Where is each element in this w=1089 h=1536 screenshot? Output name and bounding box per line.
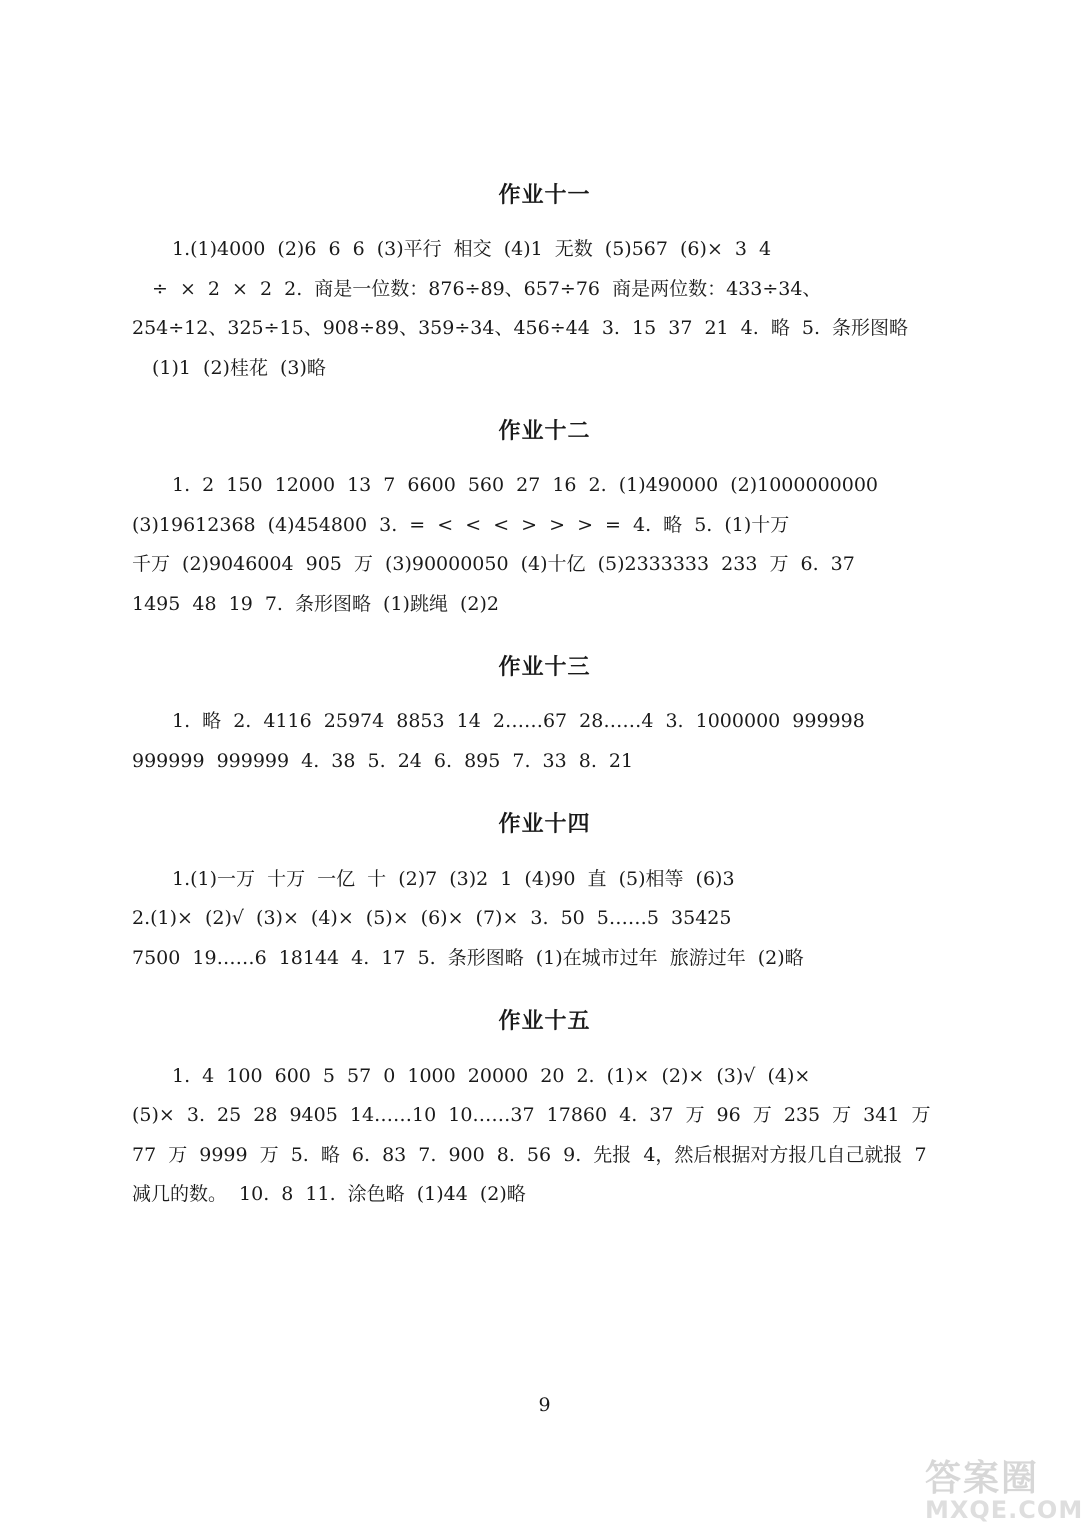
watermark-brand: 答案圈 [925,1458,1040,1499]
section-title-12: 作业十二 [498,419,591,444]
watermark [921,1444,1084,1532]
section-11-line-3: 254÷12、325÷15、908÷89、359÷34、456÷44 3. 15 37 21 4. 略 5. 条形图略 [132,317,909,339]
section-14-line-3: 7500 19……6 18144 4. 17 5. 条形图略 (1)在城市过年 旅游过年 (2)略 [132,947,804,969]
section-11-line-4: (1)1 (2)桂花 (3)略 [152,357,326,379]
section-15-line-2: (5)× 3. 25 28 9405 14……10 10……37 17860 4. 37 万 96 万 235 万 341 万 [132,1104,931,1126]
section-15-line-4: 减几的数。 10. 8 11. 涂色略 (1)44 (2)略 [132,1183,526,1205]
section-title-15: 作业十五 [498,1009,591,1034]
section-14-line-2: 2.(1)× (2)√ (3)× (4)× (5)× (6)× (7)× 3. 50 5……5 35425 [132,907,732,929]
section-12-line-1: 1. 2 150 12000 13 7 6600 560 27 16 2. (1)490000 (2)1000000000 [172,474,879,496]
watermark-site: MXQE.COM [925,1496,1084,1524]
section-15-line-1: 1. 4 100 600 5 57 0 1000 20000 20 2. (1)× (2)× (3)√ (4)× [172,1065,811,1087]
section-11-line-2: ÷ × 2 × 2 2. 商是一位数：876÷89、657÷76 商是两位数：433÷34、 [152,278,822,300]
section-12-line-2: (3)19612368 (4)454800 3. = < < < > > > = 4. 略 5. (1)十万 [132,514,790,536]
section-title-11: 作业十一 [498,183,591,208]
section-12-line-4: 1495 48 19 7. 条形图略 (1)跳绳 (2)2 [132,593,499,615]
section-13-line-1: 1. 略 2. 4116 25974 8853 14 2……67 28……4 3. 1000000 999998 [172,710,865,732]
section-13-line-2: 999999 999999 4. 38 5. 24 6. 895 7. 33 8. 21 [132,750,634,772]
page-number: 9 [538,1394,551,1416]
section-11-line-1: 1.(1)4000 (2)6 6 6 (3)平行 相交 (4)1 无数 (5)567 (6)× 3 4 [172,238,772,260]
section-title-14: 作业十四 [498,812,591,837]
section-15-line-3: 77 万 9999 万 5. 略 6. 83 7. 900 8. 56 9. 先报 4，然后根据对方报几自己就报 7 [132,1144,927,1166]
section-14-line-1: 1.(1)一万 十万 一亿 十 (2)7 (3)2 1 (4)90 直 (5)相等 (6)3 [172,868,735,890]
section-12-line-3: 千万 (2)9046004 905 万 (3)90000050 (4)十亿 (5)2333333 233 万 6. 37 [132,553,855,575]
section-title-13: 作业十三 [498,655,591,680]
